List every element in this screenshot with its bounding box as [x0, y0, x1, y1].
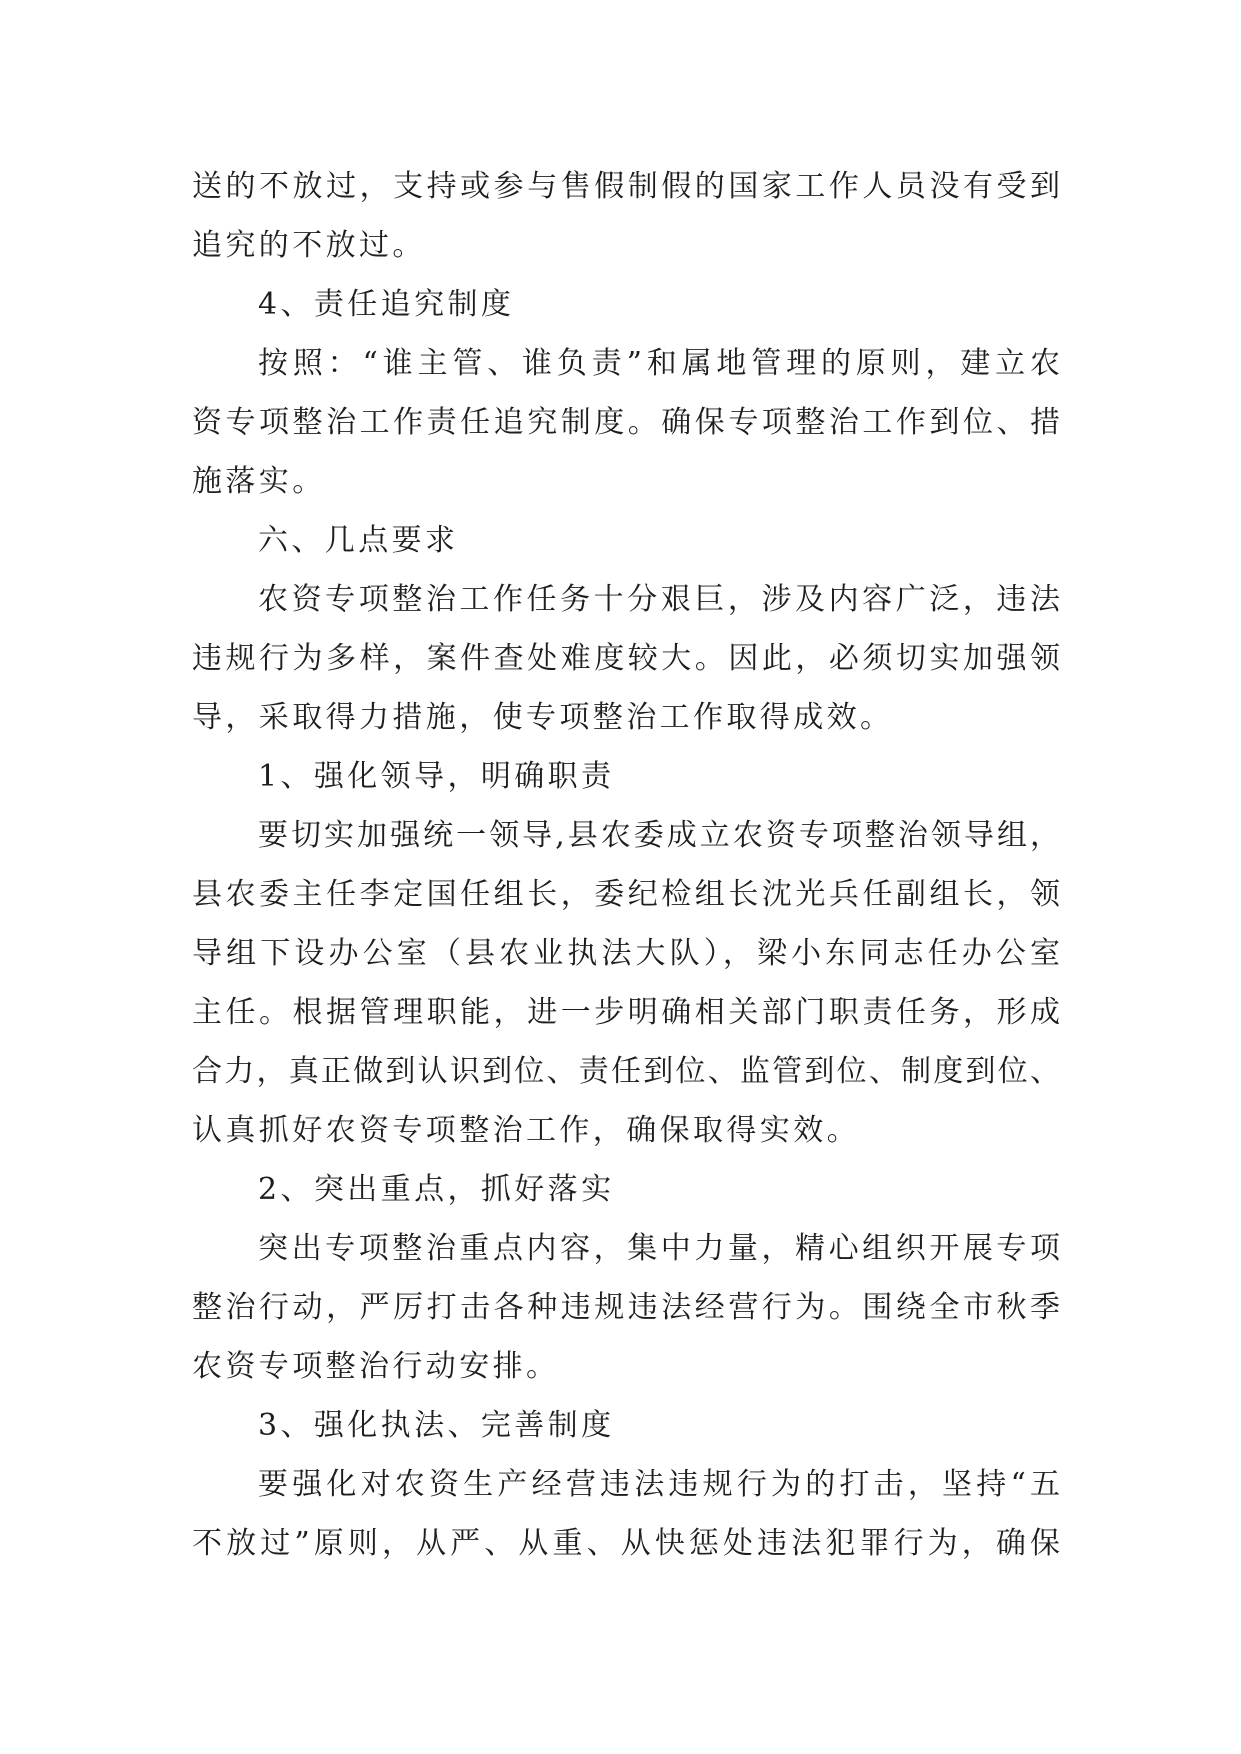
subsection-heading — [192, 1160, 1060, 1219]
heading-text: 1、强化领导，明确职责 — [258, 759, 615, 794]
paragraph — [192, 806, 1060, 1160]
text-line: 农资专项整治行动安排。 — [192, 1349, 560, 1384]
document-body — [192, 157, 1060, 1573]
text-line: 要强化对农资生产经营违法违规行为的打击，坚持“五 — [258, 1467, 1060, 1502]
heading-text: 2、突出重点，抓好落实 — [258, 1172, 615, 1207]
text-line: 导，采取得力措施，使专项整治工作取得成效。 — [192, 700, 894, 735]
text-line: 突出专项整治重点内容，集中力量，精心组织开展专项 — [258, 1231, 1060, 1266]
text-line: 县农委主任李定国任组长，委纪检组长沈光兵任副组长，领 — [192, 877, 1060, 912]
text-line: 送的不放过，支持或参与售假制假的国家工作人员没有受到 — [192, 169, 1060, 204]
text-line: 违规行为多样，案件查处难度较大。因此，必须切实加强领 — [192, 641, 1060, 676]
text-line: 主任。根据管理职能，进一步明确相关部门职责任务，形成 — [192, 995, 1060, 1030]
paragraph — [192, 570, 1060, 747]
paragraph — [192, 1455, 1060, 1573]
text-line: 不放过”原则，从严、从重、从快惩处违法犯罪行为，确保 — [192, 1526, 1060, 1561]
text-line: 按照：“谁主管、谁负责”和属地管理的原则，建立农 — [258, 346, 1060, 381]
paragraph — [192, 1219, 1060, 1396]
text-line: 农资专项整治工作任务十分艰巨，涉及内容广泛，违法 — [258, 582, 1060, 617]
subsection-heading — [192, 747, 1060, 806]
text-line: 施落实。 — [192, 464, 326, 499]
section-heading — [192, 511, 1060, 570]
text-line: 整治行动，严厉打击各种违规违法经营行为。围绕全市秋季 — [192, 1290, 1060, 1325]
paragraph — [192, 157, 1060, 275]
text-line: 追究的不放过。 — [192, 228, 426, 263]
heading-text: 六、几点要求 — [258, 523, 459, 558]
paragraph — [192, 334, 1060, 511]
text-line: 资专项整治工作责任追究制度。确保专项整治工作到位、措 — [192, 405, 1060, 440]
text-line: 合力，真正做到认识到位、责任到位、监管到位、制度到位、 — [192, 1054, 1060, 1089]
subsection-heading — [192, 1396, 1060, 1455]
subsection-heading — [192, 275, 1060, 334]
text-line: 认真抓好农资专项整治工作，确保取得实效。 — [192, 1113, 860, 1148]
heading-text: 3、强化执法、完善制度 — [258, 1408, 615, 1443]
text-line: 导组下设办公室（县农业执法大队），梁小东同志任办公室 — [192, 936, 1060, 971]
heading-text: 4、责任追究制度 — [258, 287, 515, 322]
text-line: 要切实加强统一领导,县农委成立农资专项整治领导组， — [258, 818, 1060, 853]
